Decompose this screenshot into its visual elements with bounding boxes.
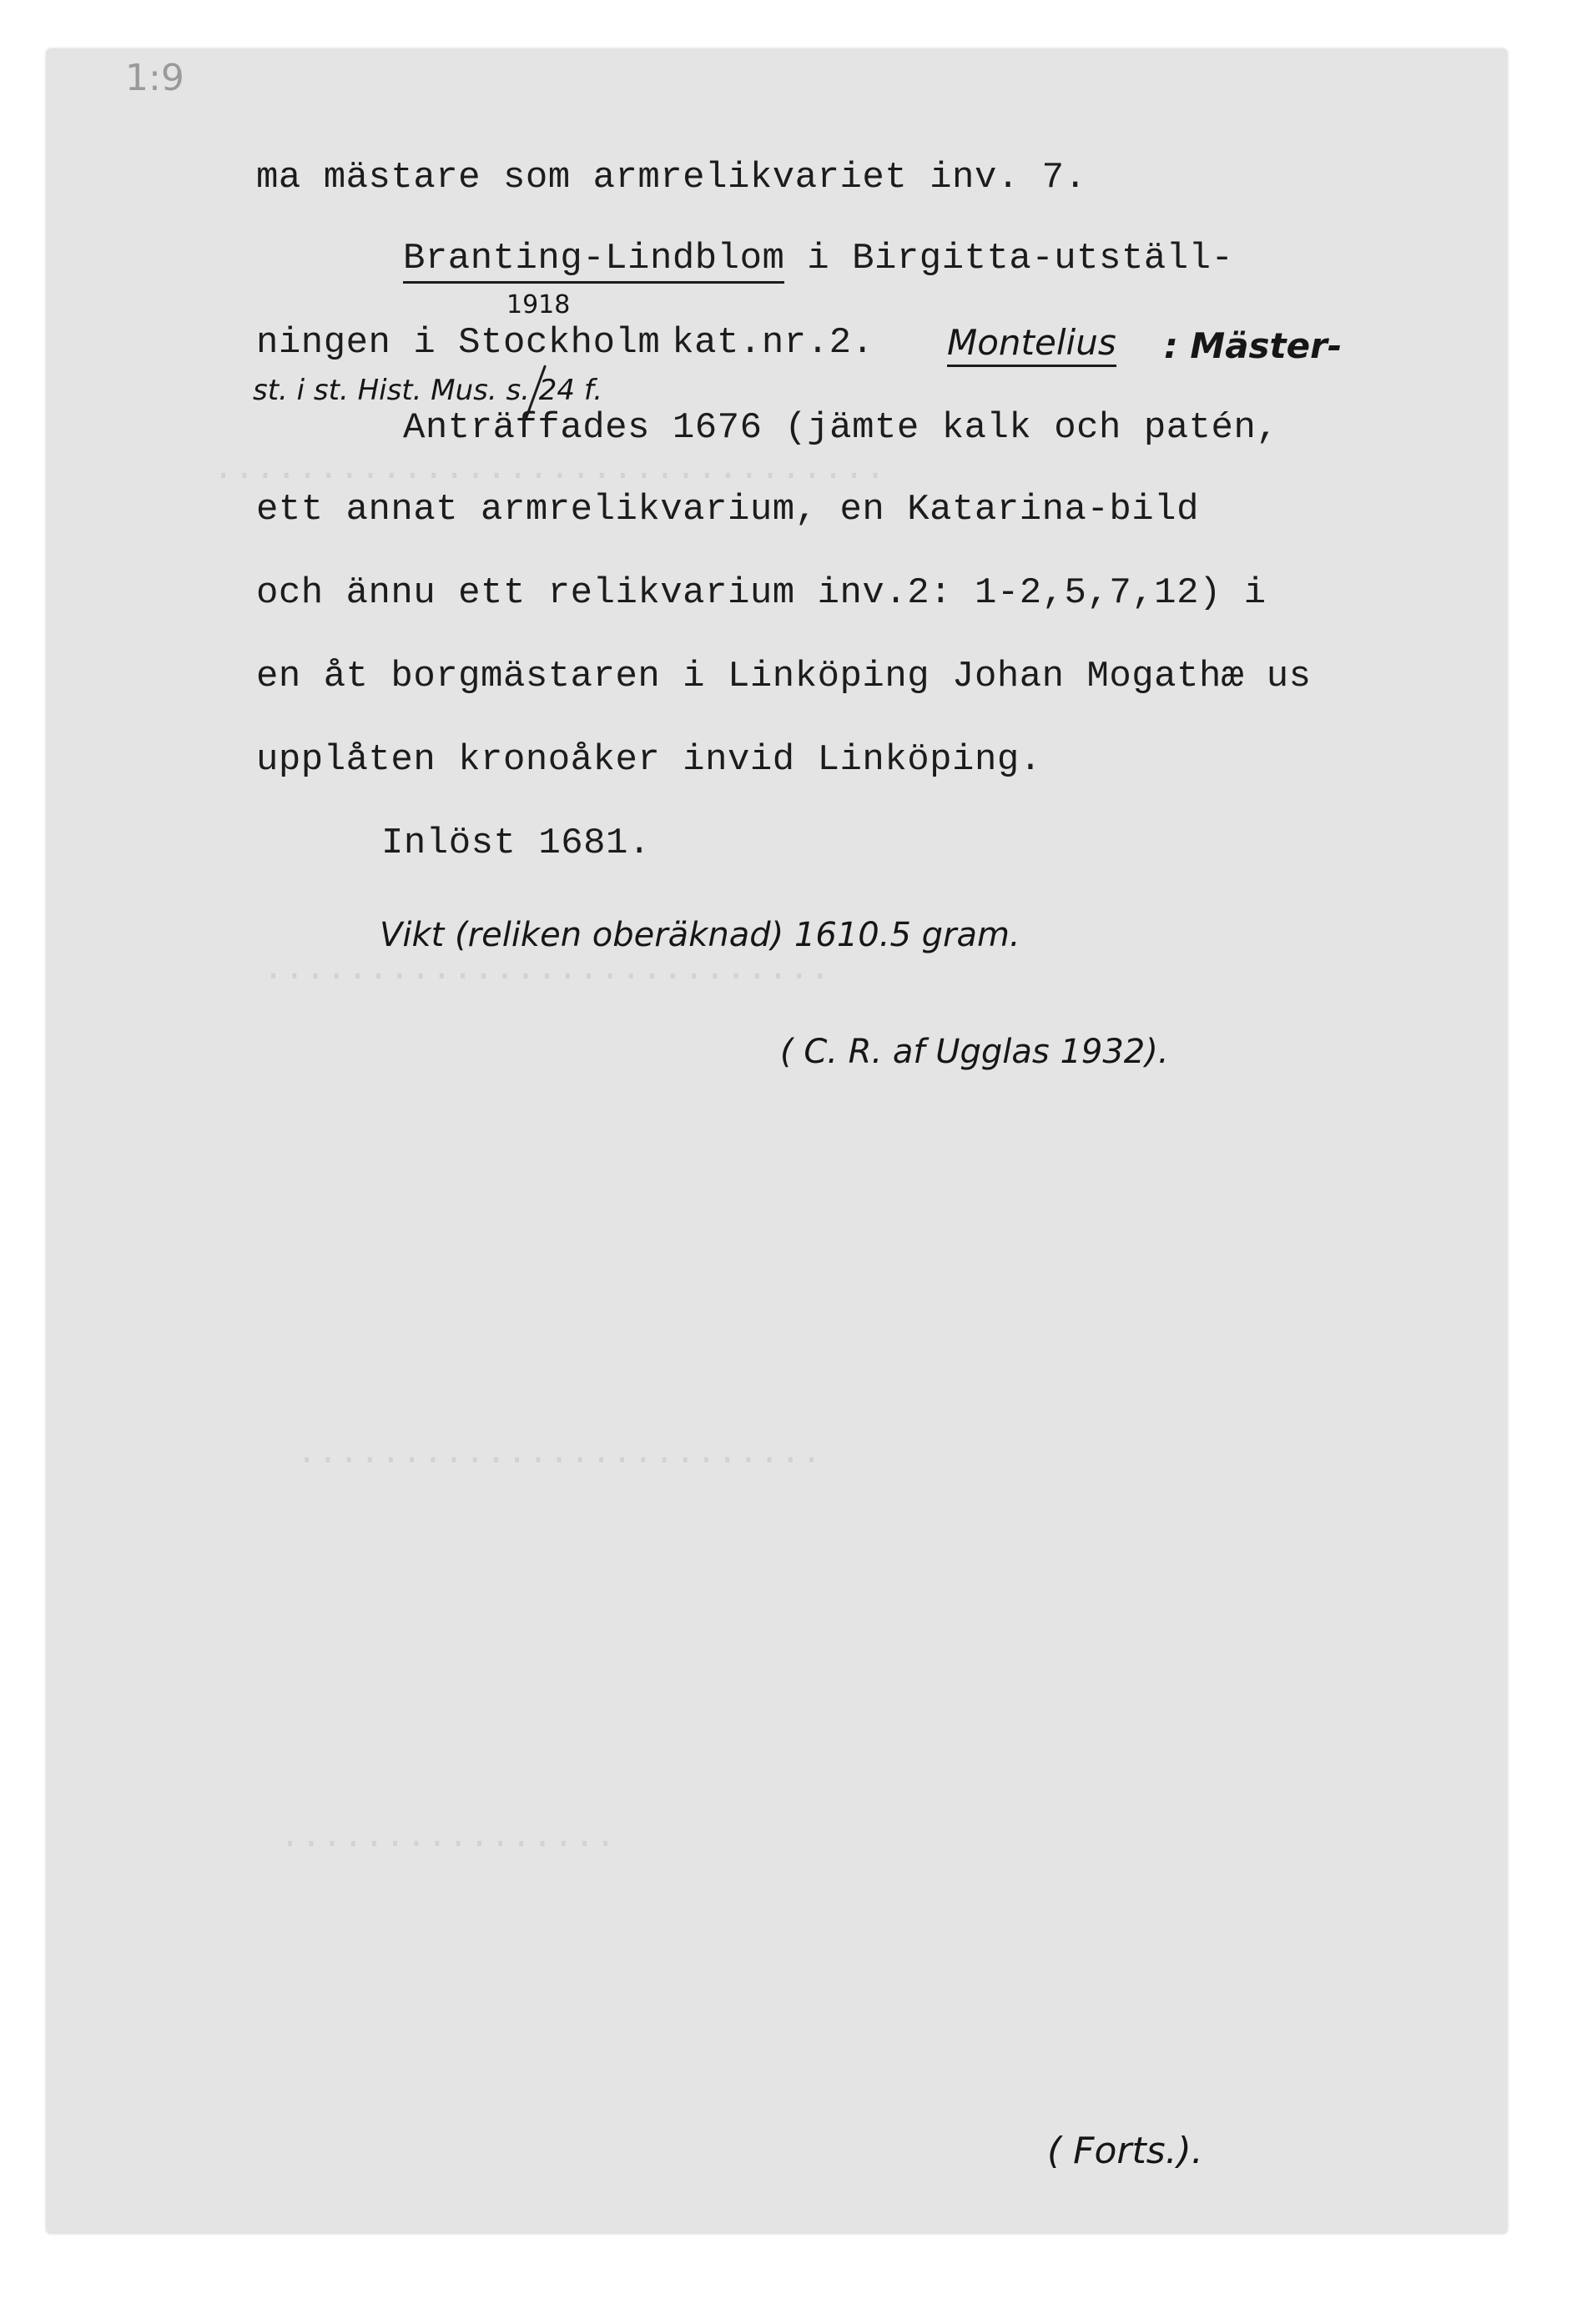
typed-line-4: Anträffades 1676 (jämte kalk och patén, <box>403 407 1279 449</box>
typed-line-3-start: ningen i Stockholm <box>256 322 661 364</box>
show-through-text: ................ <box>280 1817 617 1857</box>
handwritten-year: 1918 <box>506 290 571 319</box>
typed-line-8: upplåten kronoåker invid Linköping. <box>256 739 1042 781</box>
typed-line-5: ett annat armrelikvarium, en Katarina-bild <box>256 489 1199 531</box>
typed-line-3 <box>256 322 874 364</box>
typed-line-2 <box>403 238 1233 279</box>
show-through-text: ......................... <box>296 1433 823 1473</box>
typed-line-3-catalog: kat.nr.2. <box>672 322 874 364</box>
typed-line-7: en åt borgmästaren i Linköping Johan Mogathæ us <box>256 656 1312 697</box>
page-number: 1:9 <box>125 57 184 99</box>
handwritten-montelius: Montelius <box>947 322 1116 367</box>
typed-line-9: Inlöst 1681. <box>381 822 651 864</box>
archive-card <box>46 48 1508 2234</box>
typed-line-6: och ännu ett relikvarium inv.2: 1-2,5,7,12) i <box>256 572 1267 614</box>
reference-branting-lindblom: Branting-Lindblom <box>403 238 784 284</box>
typed-line-2-rest: i Birgitta-utställ- <box>784 238 1234 279</box>
handwritten-author: ( C. R. af Ugglas 1932). <box>780 1033 1169 1071</box>
show-through-text: ................................ <box>213 449 886 489</box>
handwritten-master-b: st. i st. Hist. Mus. s. 24 f. <box>253 374 603 407</box>
show-through-text: ........................... <box>263 949 831 989</box>
handwritten-continued: ( Forts.). <box>1047 2130 1203 2172</box>
typed-line-1: ma mästare som armrelikvariet inv. 7. <box>256 157 1087 199</box>
handwritten-master-a: : Mäster- <box>1164 325 1343 366</box>
handwritten-weight-note: Vikt (reliken oberäknad) 1610.5 gram. <box>380 916 1020 954</box>
